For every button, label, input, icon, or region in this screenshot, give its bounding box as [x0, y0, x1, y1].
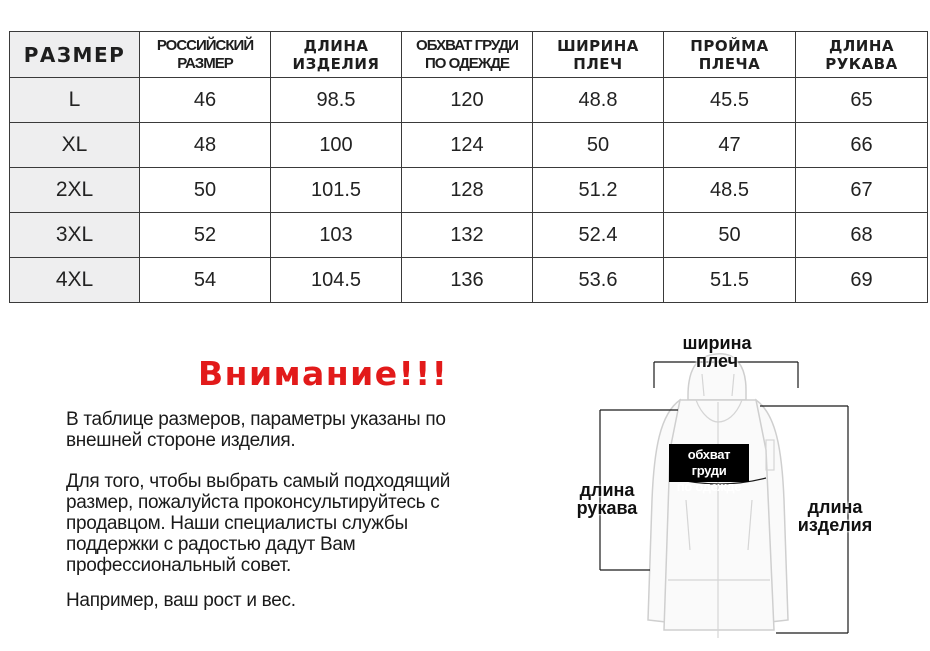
note-paragraph-2	[66, 471, 516, 576]
header-russian-size: РОССИЙСКИЙ РАЗМЕР	[140, 32, 271, 78]
cell-length: 104.5	[271, 258, 402, 303]
cell-chest: 120	[402, 78, 533, 123]
cell-size: 4XL	[10, 258, 140, 303]
note-line: профессиональный совет.	[66, 555, 291, 576]
cell-shoulder-width: 50	[533, 123, 664, 168]
cell-length: 98.5	[271, 78, 402, 123]
cell-armhole: 51.5	[664, 258, 796, 303]
cell-shoulder-width: 52.4	[533, 213, 664, 258]
table-row	[10, 168, 928, 213]
header-shoulder-width: ШИРИНА ПЛЕЧ	[533, 32, 664, 78]
header-size: РАЗМЕР	[10, 32, 140, 78]
note-line: продавцом. Наши специалисты службы	[66, 513, 408, 534]
table-row	[10, 258, 928, 303]
shoulder-width-label: ширина плеч	[682, 333, 752, 371]
item-length-label: длина изделия	[797, 497, 873, 535]
header-length: ДЛИНА ИЗДЕЛИЯ	[271, 32, 402, 78]
cell-shoulder-width: 53.6	[533, 258, 664, 303]
coat-diagram	[560, 330, 890, 651]
table-row	[10, 213, 928, 258]
cell-sleeve-length: 65	[796, 78, 928, 123]
cell-chest: 124	[402, 123, 533, 168]
sleeve-length-label: длина рукава	[576, 480, 638, 518]
cell-chest: 132	[402, 213, 533, 258]
note-line: поддержки с радостью дадут Вам	[66, 534, 356, 555]
note-line: внешней стороне изделия.	[66, 430, 296, 451]
note-line: В таблице размеров, параметры указаны по	[66, 409, 446, 430]
cell-armhole: 50	[664, 213, 796, 258]
header-chest: ОБХВАТ ГРУДИ ПО ОДЕЖДЕ	[402, 32, 533, 78]
cell-sleeve-length: 69	[796, 258, 928, 303]
table-header-row	[10, 32, 928, 78]
cell-length: 103	[271, 213, 402, 258]
cell-armhole: 47	[664, 123, 796, 168]
cell-size: 3XL	[10, 213, 140, 258]
table-row	[10, 123, 928, 168]
note-line: размер, пожалуйста проконсультируйтесь с	[66, 492, 440, 513]
cell-sleeve-length: 66	[796, 123, 928, 168]
cell-russian-size: 50	[140, 168, 271, 213]
cell-length: 101.5	[271, 168, 402, 213]
table-row	[10, 78, 928, 123]
cell-russian-size: 54	[140, 258, 271, 303]
header-armhole: ПРОЙМА ПЛЕЧА	[664, 32, 796, 78]
cell-russian-size: 46	[140, 78, 271, 123]
chest-label: обхват груди по одежде	[669, 444, 749, 482]
cell-sleeve-length: 68	[796, 213, 928, 258]
cell-shoulder-width: 51.2	[533, 168, 664, 213]
note-paragraph-3: Например, ваш рост и вес.	[66, 590, 296, 611]
header-sleeve-length: ДЛИНА РУКАВА	[796, 32, 928, 78]
attention-title: Внимание!!!	[198, 354, 449, 393]
size-table	[9, 31, 928, 303]
note-line: Для того, чтобы выбрать самый подходящий	[66, 471, 451, 492]
cell-size: 2XL	[10, 168, 140, 213]
cell-armhole: 48.5	[664, 168, 796, 213]
cell-length: 100	[271, 123, 402, 168]
cell-size: XL	[10, 123, 140, 168]
cell-chest: 136	[402, 258, 533, 303]
cell-russian-size: 52	[140, 213, 271, 258]
note-paragraph-1	[66, 409, 516, 451]
cell-chest: 128	[402, 168, 533, 213]
cell-shoulder-width: 48.8	[533, 78, 664, 123]
cell-size: L	[10, 78, 140, 123]
cell-armhole: 45.5	[664, 78, 796, 123]
cell-sleeve-length: 67	[796, 168, 928, 213]
cell-russian-size: 48	[140, 123, 271, 168]
